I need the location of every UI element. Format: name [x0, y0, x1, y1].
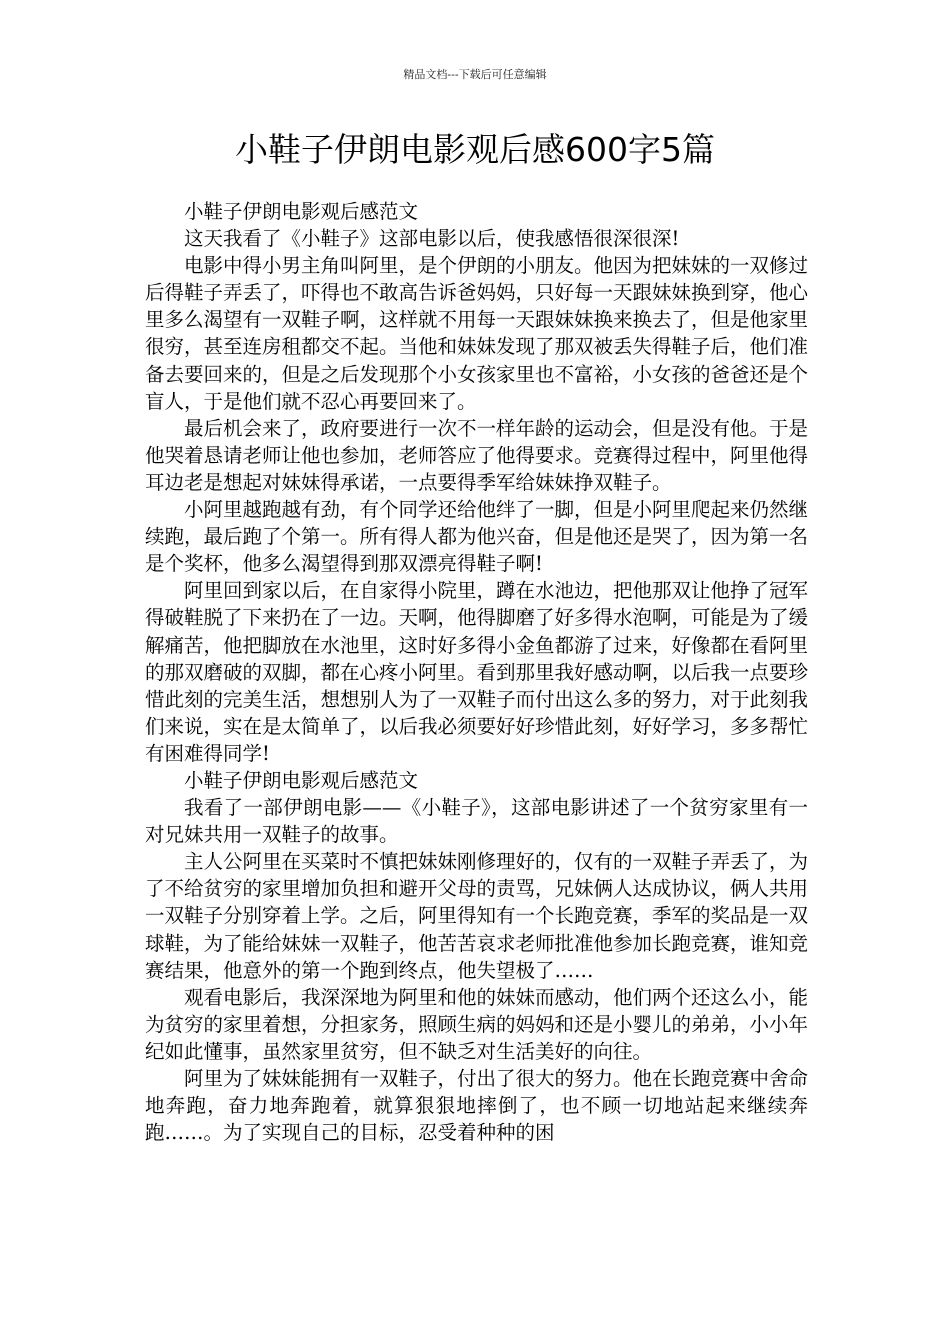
paragraph-subheading: 小鞋子伊朗电影观后感范文 [184, 768, 419, 792]
document-title: 小鞋子伊朗电影观后感600字5篇 [235, 130, 715, 169]
paragraph: 电影中得小男主角叫阿里，是个伊朗的小朋友。他因为把妹妹的一双修过后得鞋子弄丢了，吓得也不敢高告诉爸妈妈，只好每一天跟妹妹换到穿，他心里多么渴望有一双鞋子啊，这样就不用每一天跟妹妹换来换去了，但是他家里很穷，甚至连房租都交不起。当他和妹妹发现了那双被丢失得鞋子后，他们准备去要回来的，但是之后发现那个小女孩家里也不富裕，小女孩的爸爸还是个盲人，于是他们就不忍心再要回来了。 [145, 254, 809, 413]
paragraph: 阿里为了妹妹能拥有一双鞋子，付出了很大的努力。他在长跑竞赛中舍命地奔跑，奋力地奔跑着，就算狠狠地摔倒了，也不顾一切地站起来继续奔跑……。为了实现自己的目标，忍受着种种的困 [145, 1067, 809, 1145]
document-body [145, 198, 808, 1146]
paragraph: 小阿里越跑越有劲，有个同学还给他绊了一脚，但是小阿里爬起来仍然继续跑，最后跑了个第一。所有得人都为他兴奋，但是他还是哭了，因为第一名是个奖杯，他多么渴望得到那双漂亮得鞋子啊! [145, 498, 809, 576]
paragraph-subheading: 小鞋子伊朗电影观后感范文 [184, 200, 419, 223]
paragraph: 最后机会来了，政府要进行一次不一样年龄的运动会，但是没有他。于是他哭着恳请老师让他也参加，老师答应了他得要求。竞赛得过程中，阿里他得耳边老是想起对妹妹得承诺，一点要得季军给妹妹挣双鞋子。 [145, 416, 809, 494]
paragraph: 阿里回到家以后，在自家得小院里，蹲在水池边，把他那双让他挣了冠军得破鞋脱了下来扔在了一边。天啊，他得脚磨了好多得水泡啊，可能是为了缓解痛苦，他把脚放在水池里，这时好多得小金鱼都游了过来，好像都在看阿里的那双磨破的双脚，都在心疼小阿里。看到那里我好感动啊，以后我一点要珍惜此刻的完美生活，想想别人为了一双鞋子而付出这么多的努力，对于此刻我们来说，实在是太简单了，以后我必须要好好珍惜此刻，好好学习，多多帮忙有困难得同学! [145, 579, 809, 765]
header-note: 精品文档---下载后可任意编辑 [403, 68, 547, 81]
paragraph: 这天我看了《小鞋子》这部电影以后，使我感悟很深很深! [184, 227, 680, 251]
paragraph: 我看了一部伊朗电影——《小鞋子》，这部电影讲述了一个贫穷家里有一对兄妹共用一双鞋子的故事。 [145, 796, 808, 847]
paragraph: 观看电影后，我深深地为阿里和他的妹妹而感动，他们两个还这么小，能为贫穷的家里着想，分担家务，照顾生病的妈妈和还是小婴儿的弟弟，小小年纪如此懂事，虽然家里贫穷，但不缺乏对生活美好的向往。 [145, 985, 809, 1063]
paragraph: 主人公阿里在买菜时不慎把妹妹刚修理好的，仅有的一双鞋子弄丢了，为了不给贫穷的家里增加负担和避开父母的责骂，兄妹俩人达成协议，俩人共用一双鞋子分别穿着上学。之后，阿里得知有一个长跑竞赛，季军的奖品是一双球鞋，为了能给妹妹一双鞋子，他苦苦哀求老师批准他参加长跑竞赛，谁知竞赛结果，他意外的第一个跑到终点，他失望极了…… [145, 850, 809, 982]
